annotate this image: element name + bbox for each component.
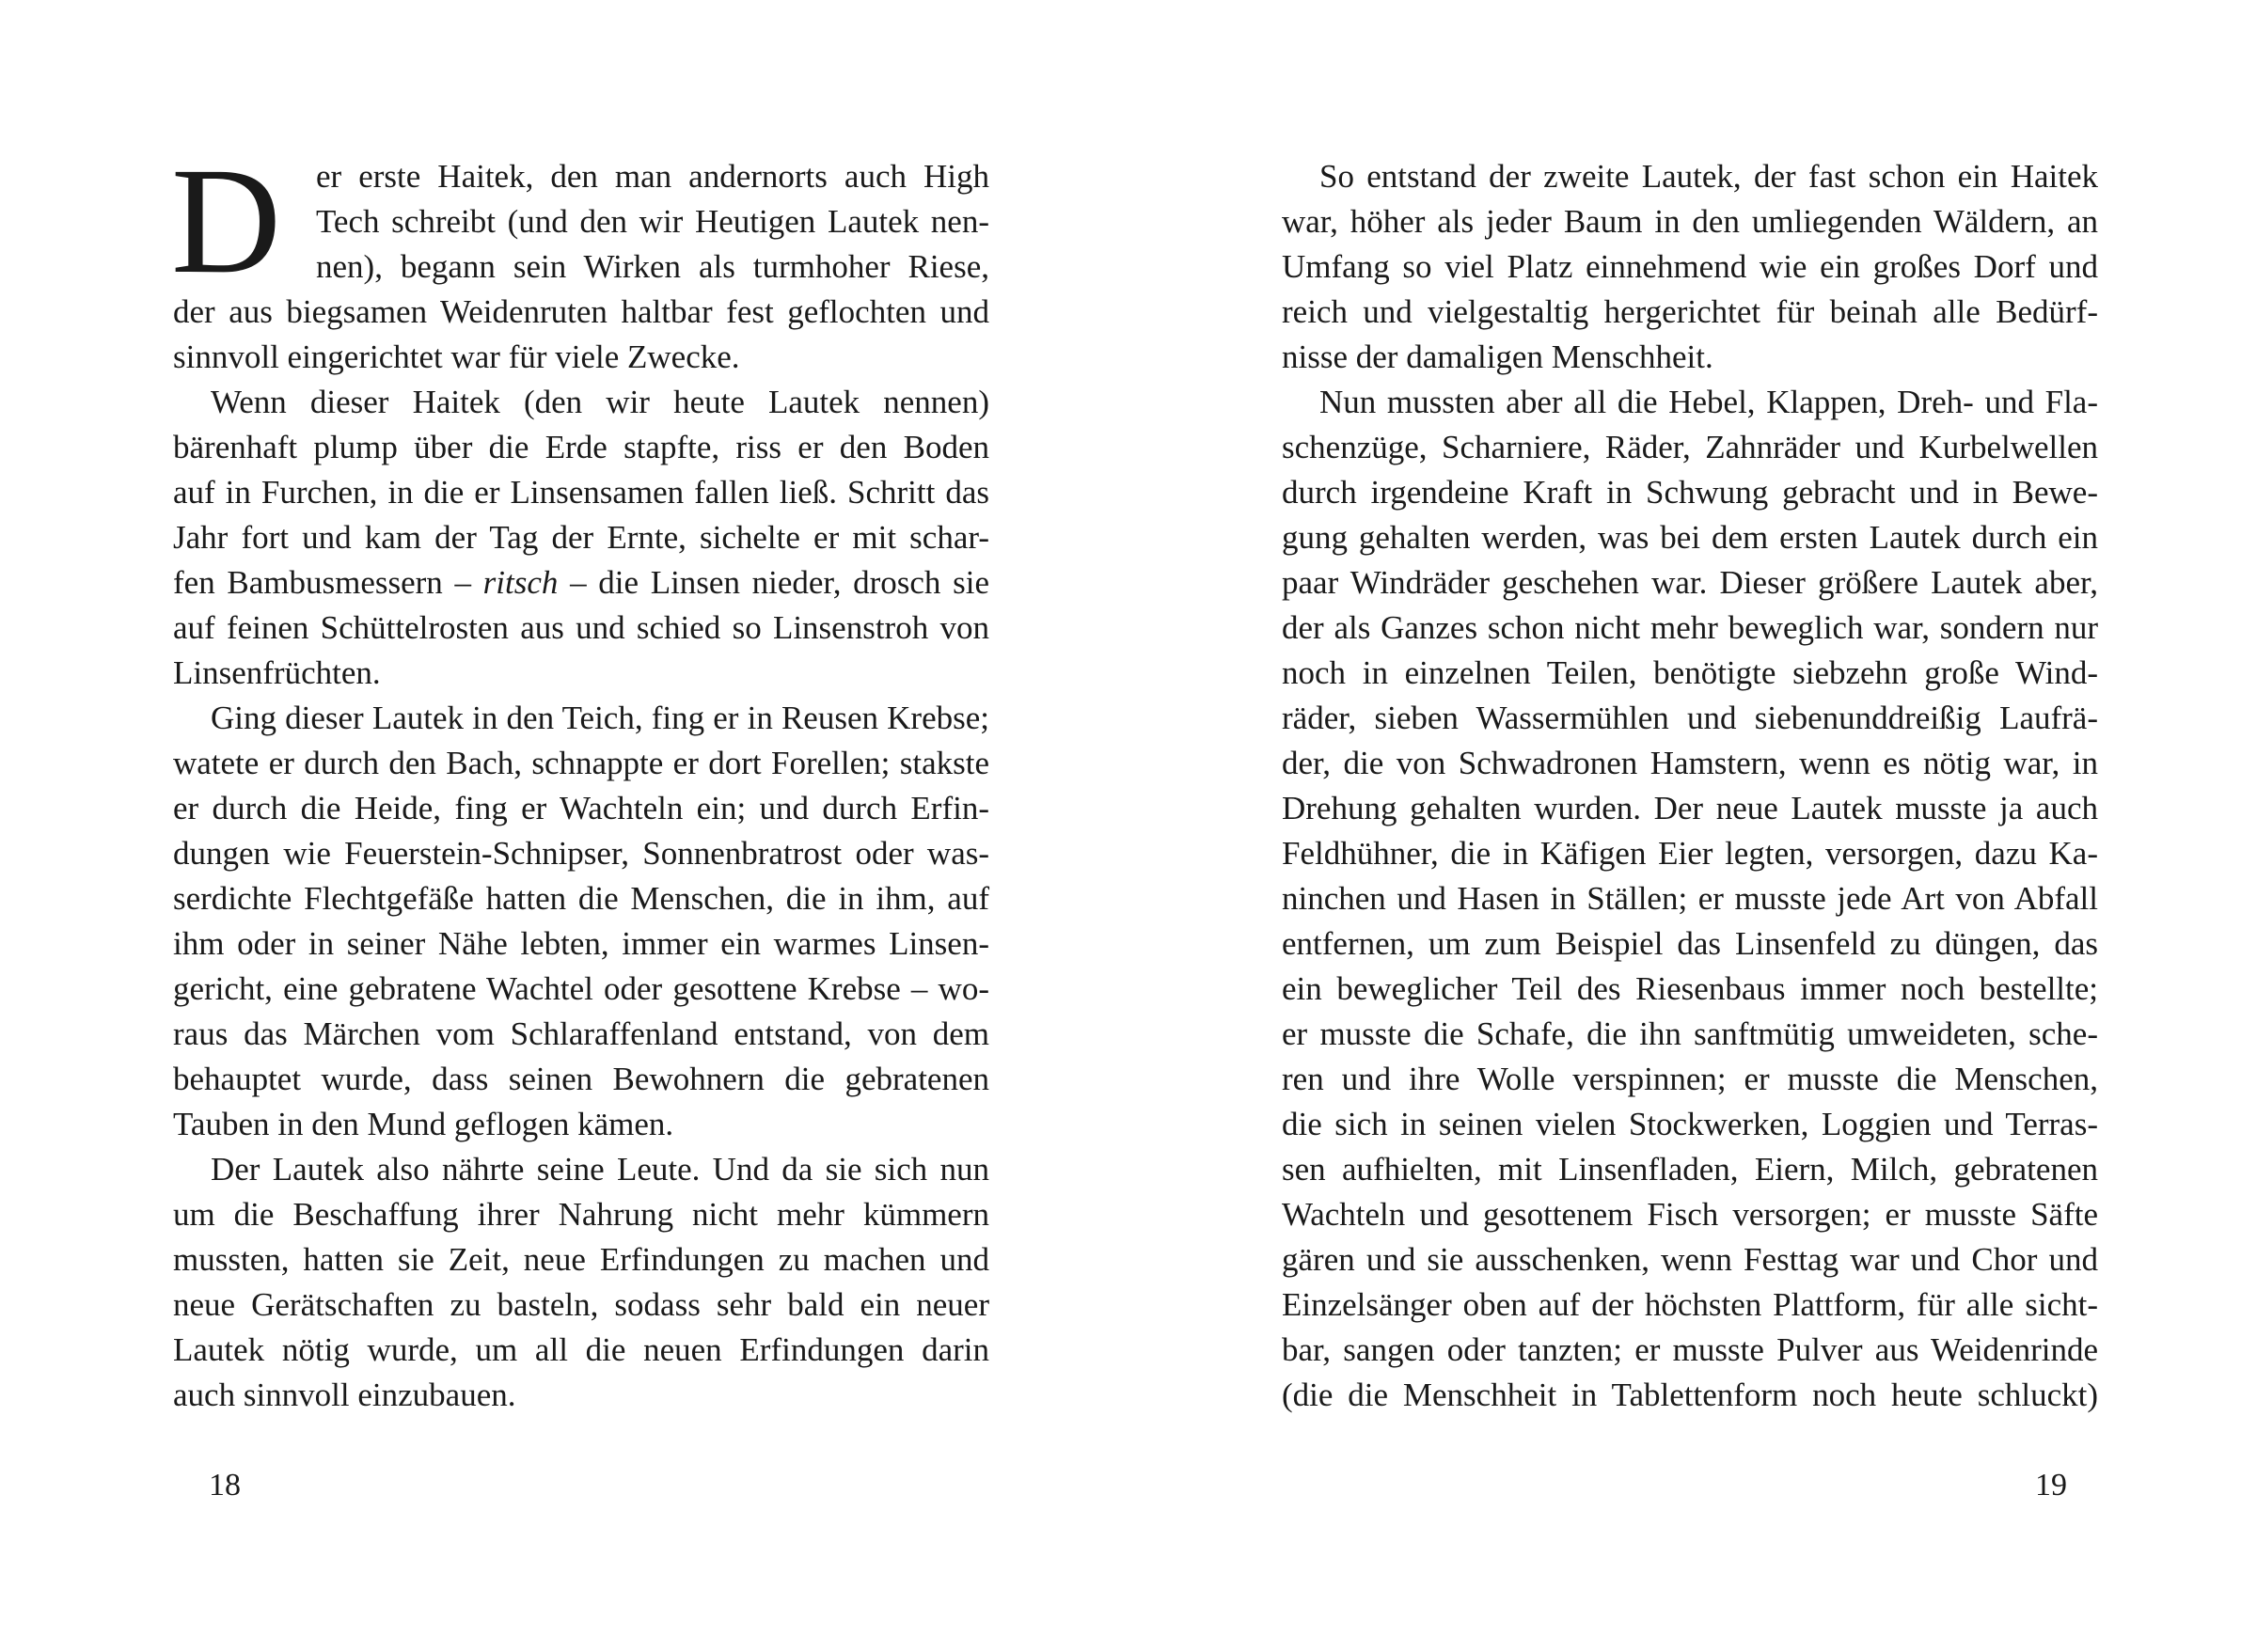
text-line: paar Windräder geschehen war. Dieser größere Lautek aber, xyxy=(1282,564,2098,601)
text-line: durch irgendeine Kraft in Schwung gebracht und in Bewe- xyxy=(1282,474,2098,511)
text-line: neue Gerätschaften zu basteln, sodass sehr bald ein neuer xyxy=(173,1286,989,1323)
text-line: mussten, hatten sie Zeit, neue Erfindungen zu machen und xyxy=(173,1241,989,1278)
text-line: Der Lautek also nährte seine Leute. Und da sie sich nun xyxy=(211,1151,989,1188)
text-line: nisse der damaligen Menschheit. xyxy=(1282,338,1713,375)
text-line: räder, sieben Wassermühlen und siebenunddreißig Laufrä- xyxy=(1282,700,2098,736)
text-line: gären und sie ausschenken, wenn Festtag war und Chor und xyxy=(1282,1241,2098,1278)
text-line: Jahr fort und kam der Tag der Ernte, sichelte er mit schar- xyxy=(173,519,989,556)
text-line: die sich in seinen vielen Stockwerken, Loggien und Terras- xyxy=(1282,1106,2098,1142)
text-line: der aus biegsamen Weidenruten haltbar fest geflochten und xyxy=(173,293,989,330)
text-line: Tauben in den Mund geflogen kämen. xyxy=(173,1106,674,1142)
text-line: ninchen und Hasen in Ställen; er musste jede Art von Abfall xyxy=(1282,880,2098,917)
text-line xyxy=(173,560,989,606)
text-line: ren und ihre Wolle verspinnen; er musste die Menschen, xyxy=(1282,1061,2098,1097)
text-line: Einzelsänger oben auf der höchsten Plattform, für alle sicht- xyxy=(1282,1286,2098,1323)
text-line: war, höher als jeder Baum in den umliegenden Wäldern, an xyxy=(1282,203,2098,240)
text-line: auch sinnvoll einzubauen. xyxy=(173,1377,516,1413)
text-line: serdichte Flechtgefäße hatten die Menschen, die in ihm, auf xyxy=(173,880,989,917)
text-line: Lautek nötig wurde, um all die neuen Erfindungen darin xyxy=(173,1331,989,1368)
text-line: schenzüge, Scharniere, Räder, Zahnräder und Kurbelwellen xyxy=(1282,429,2098,465)
text-line: um die Beschaffung ihrer Nahrung nicht mehr kümmern xyxy=(173,1196,989,1233)
text-line: der, die von Schwadronen Hamstern, wenn es nötig war, in xyxy=(1282,745,2098,781)
text-line: (die die Menschheit in Tablettenform noch heute schluckt) xyxy=(1282,1377,2098,1413)
page-number-right: 19 xyxy=(2035,1468,2067,1503)
text-line: bar, sangen oder tanzten; er musste Pulver aus Weidenrinde xyxy=(1282,1331,2098,1368)
text-line: So entstand der zweite Lautek, der fast schon ein Haitek xyxy=(1319,158,2098,195)
text-line: Feldhühner, die in Käfigen Eier legten, versorgen, dazu Ka- xyxy=(1282,835,2098,872)
text-line: auf in Furchen, in die er Linsensamen fallen ließ. Schritt das xyxy=(173,474,989,511)
text-line: Wachteln und gesottenem Fisch versorgen; er musste Säfte xyxy=(1282,1196,2098,1233)
italic-word: ritsch xyxy=(482,564,559,601)
text-line: Tech schreibt (und den wir Heutigen Lautek nen- xyxy=(316,203,989,240)
page-number-left: 18 xyxy=(209,1468,241,1503)
text-line: auf feinen Schüttelrosten aus und schied so Linsenstroh von xyxy=(173,609,989,646)
text-line: sinnvoll eingerichtet war für viele Zwecke. xyxy=(173,338,740,375)
text-line: ihm oder in seiner Nähe lebten, immer ein warmes Linsen- xyxy=(173,925,989,962)
text-line: entfernen, um zum Beispiel das Linsenfeld zu düngen, das xyxy=(1282,925,2098,962)
text-line: Drehung gehalten wurden. Der neue Lautek musste ja auch xyxy=(1282,790,2098,826)
text-line: er erste Haitek, den man andernorts auch High xyxy=(316,158,989,195)
text-line: watete er durch den Bach, schnappte er dort Forellen; stakste xyxy=(173,745,989,781)
drop-cap: D xyxy=(171,137,281,306)
text-line: raus das Märchen vom Schlaraffenland entstand, von dem xyxy=(173,1015,989,1052)
text-line: gericht, eine gebratene Wachtel oder gesottene Krebse – wo- xyxy=(173,970,989,1007)
text-line: der als Ganzes schon nicht mehr beweglich war, sondern nur xyxy=(1282,609,2098,646)
text-line: gung gehalten werden, was bei dem ersten Lautek durch ein xyxy=(1282,519,2098,556)
text-line: sen aufhielten, mit Linsenfladen, Eiern, Milch, gebratenen xyxy=(1282,1151,2098,1188)
text-line: dungen wie Feuerstein-Schnipser, Sonnenbratrost oder was- xyxy=(173,835,989,872)
left-page xyxy=(171,137,989,1418)
text-line: ein beweglicher Teil des Riesenbaus immer noch bestellte; xyxy=(1282,970,2098,1007)
text-line: Wenn dieser Haitek (den wir heute Lautek nennen) xyxy=(211,384,989,420)
text-segment: fen Bambusmessern – xyxy=(173,564,471,601)
text-line: er musste die Schafe, die ihn sanftmütig umweideten, sche- xyxy=(1282,1015,2098,1052)
text-line: reich und vielgestaltig hergerichtet für beinah alle Bedürf- xyxy=(1282,293,2098,330)
text-line: noch in einzelnen Teilen, benötigte siebzehn große Wind- xyxy=(1282,654,2098,691)
right-page xyxy=(1282,154,2098,1418)
text-line: Ging dieser Lautek in den Teich, fing er in Reusen Krebse; xyxy=(211,700,989,736)
text-line: Nun mussten aber all die Hebel, Klappen, Dreh- und Fla- xyxy=(1319,384,2098,420)
text-line: er durch die Heide, fing er Wachteln ein; und durch Erfin- xyxy=(173,790,989,826)
text-segment: – die Linsen nieder, drosch sie xyxy=(570,564,989,601)
text-line: Umfang so viel Platz einnehmend wie ein großes Dorf und xyxy=(1282,248,2098,285)
text-line: nen), begann sein Wirken als turmhoher Riese, xyxy=(316,248,989,285)
text-line: bärenhaft plump über die Erde stapfte, riss er den Boden xyxy=(173,429,989,465)
text-line: behauptet wurde, dass seinen Bewohnern die gebratenen xyxy=(173,1061,989,1097)
text-line: Linsenfrüchten. xyxy=(173,654,381,691)
